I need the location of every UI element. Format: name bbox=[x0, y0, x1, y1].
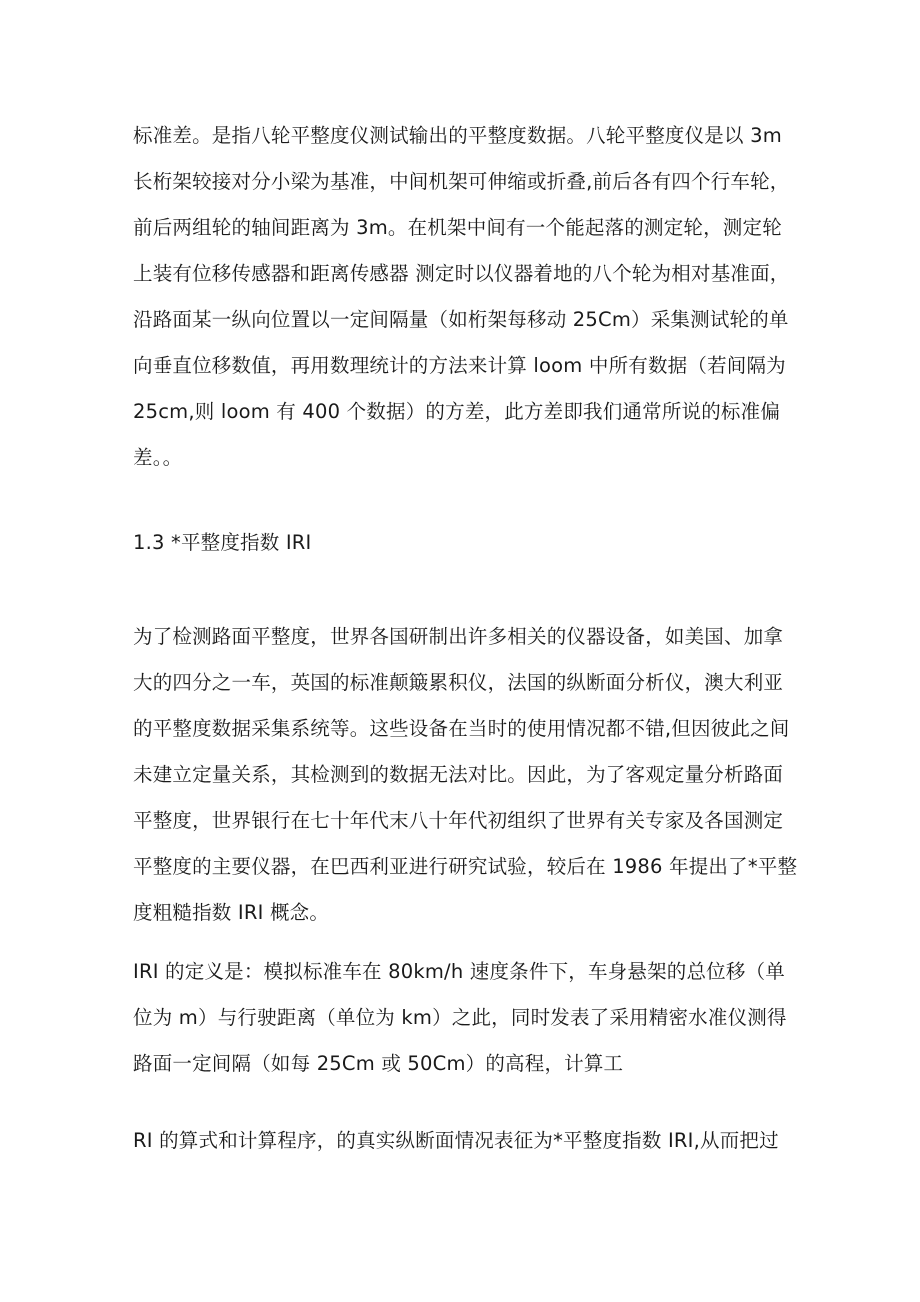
text-line: 大的四分之一车，英国的标准颠簸累积仪，法国的纵断面分析仪，澳大利亚 bbox=[133, 671, 784, 694]
text-line: 前后两组轮的轴间距离为 3m。在机架中间有一个能起落的测定轮，测定轮 bbox=[133, 216, 782, 239]
text-line: 标准差。是指八轮平整度仪测试输出的平整度数据。八轮平整度仪是以 3m bbox=[133, 124, 782, 147]
text-line: 位为 m）与行驶距离（单位为 km）之此，同时发表了采用精密水准仪测得 bbox=[133, 1006, 787, 1029]
text-line: 沿路面某一纵向位置以一定间隔量（如桁架每移动 25Cm）采集测试轮的单 bbox=[133, 308, 789, 331]
text-line: 平整度的主要仪器，在巴西利亚进行研究试验，较后在 1986 年提出了*平整 bbox=[133, 855, 798, 878]
text-line: IRI 的定义是：模拟标准车在 80km/h 速度条件下，车身悬架的总位移（单 bbox=[133, 960, 785, 983]
paragraph-iri-algorithm bbox=[133, 1118, 793, 1164]
text-line: 的平整度数据采集系统等。这些设备在当时的使用情况都不错,但因彼此之间 bbox=[133, 717, 790, 740]
text-line: 长桁架较接对分小梁为基准，中间机架可伸缩或折叠,前后各有四个行车轮， bbox=[133, 170, 790, 193]
text-line: 为了检测路面平整度，世界各国研制出许多相关的仪器设备，如美国、加拿 bbox=[133, 625, 784, 648]
section-heading bbox=[133, 520, 793, 566]
paragraph-iri-history bbox=[133, 614, 798, 936]
text-line: 上装有位移传感器和距离传感器 测定时以仪器着地的八个轮为相对基准面， bbox=[133, 262, 790, 285]
text-line: 平整度，世界银行在七十年代末八十年代初组织了世界有关专家及各国测定 bbox=[133, 809, 784, 832]
text-line: 未建立定量关系，其检测到的数据无法对比。因此，为了客观定量分析路面 bbox=[133, 763, 784, 786]
text-line: 向垂直位移数值，再用数理统计的方法来计算 loom 中所有数据（若间隔为 bbox=[133, 354, 786, 377]
text-line: RI 的算式和计算程序，的真实纵断面情况表征为*平整度指数 IRI,从而把过 bbox=[133, 1129, 779, 1152]
text-line: 25cm,则 loom 有 400 个数据）的方差，此方差即我们通常所说的标准偏 bbox=[133, 400, 781, 423]
text-line: 路面一定间隔（如每 25Cm 或 50Cm）的高程，计算工 bbox=[133, 1052, 624, 1075]
section-heading-text: 1.3 *平整度指数 IRI bbox=[133, 531, 312, 554]
paragraph-standard-deviation bbox=[133, 113, 793, 481]
paragraph-iri-definition bbox=[133, 949, 793, 1087]
text-line: 差。。 bbox=[133, 446, 183, 469]
text-line: 度粗糙指数 IRI 概念。 bbox=[133, 901, 330, 924]
